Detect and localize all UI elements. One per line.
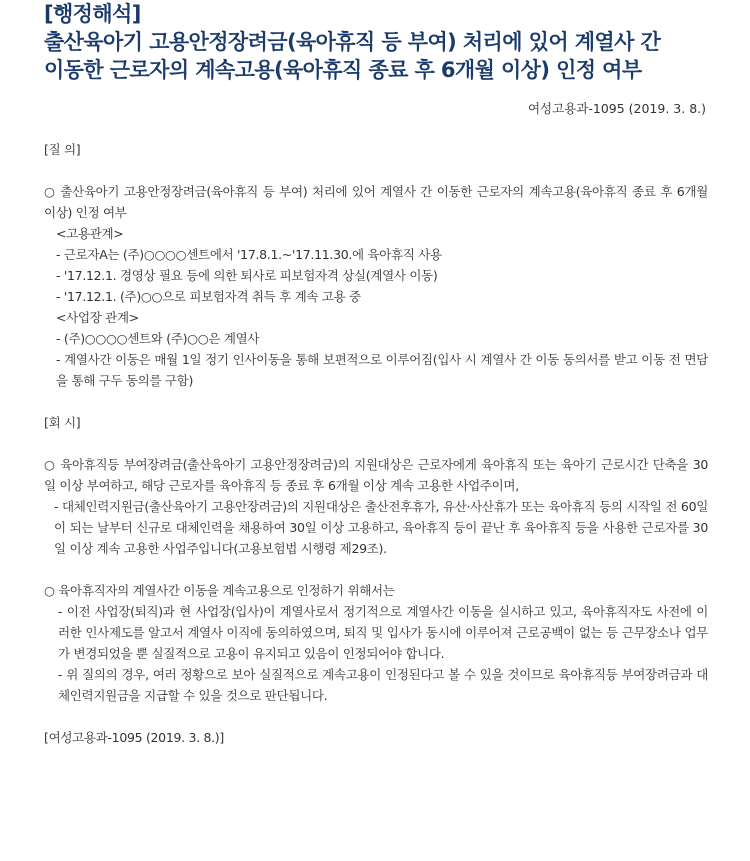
title-line-2: 이동한 근로자의 계속고용(육아휴직 종료 후 6개월 이상) 인정 여부 — [44, 58, 642, 82]
document-title — [44, 0, 724, 84]
employment-heading: <고용관계> — [56, 226, 124, 241]
answer-heading: [회 시] — [44, 415, 81, 430]
answer-paragraph-2-sub-1: - 이전 사업장(퇴직)과 현 사업장(입사)이 계열사로서 정기적으로 계열사간 이동을 실시하고 있고, 육아휴직자도 사전에 이러한 인사제도를 알고서 계열사 이직에 동의하였으며, 퇴직 및 입사가 동시에 이루어져 근로공백이 없는 등 근무장소나 업무가 변경되었을 뿐 실질적으로 고용이 유지되고 있음이 인정되어야 합니다. — [58, 604, 708, 661]
answer-paragraph-2: ○ 육아휴직자의 계열사간 이동을 계속고용으로 인정하기 위해서는 — [44, 583, 395, 598]
workplace-item: - (주)○○○○센트와 (주)○○은 계열사 — [56, 331, 260, 346]
workplace-item: - 계열사간 이동은 매월 1일 정기 인사이동을 통해 보편적으로 이루어짐(입사 시 계열사 간 이동 동의서를 받고 이동 전 면담을 통해 구두 동의를 구함) — [56, 352, 708, 388]
employment-item: - '17.12.1. (주)○○으로 피보험자격 취득 후 계속 고용 중 — [56, 289, 361, 304]
question-summary: ○ 출산육아기 고용안정장려금(육아휴직 등 부여) 처리에 있어 계열사 간 이동한 근로자의 계속고용(육아휴직 종료 후 6개월 이상) 인정 여부 — [44, 184, 708, 220]
answer-paragraph-1-sub: - 대체인력지원금(출산육아기 고용안장려금)의 지원대상은 출산전후휴가, 유산·사산휴가 또는 육아휴직 등의 시작일 전 60일이 되는 날부터 신규로 대체인력을 채용하여 30일 이상 고용하고, 육아휴직 등이 끝난 후 육아휴직 등을 사용한 근로자를 30일 이상 계속 고용한 사업주입니다(고용보험법 시행령 제29조). — [54, 499, 708, 556]
workplace-heading: <사업장 관계> — [56, 310, 139, 325]
employment-item: - '17.12.1. 경영상 필요 등에 의한 퇴사로 피보험자격 상실(계열사 이동) — [56, 268, 438, 283]
title-tag: [행정해석] — [44, 2, 141, 26]
title-line-1: 출산육아기 고용안정장려금(육아휴직 등 부여) 처리에 있어 계열사 간 — [44, 30, 661, 54]
reference-number: 여성고용과-1095 (2019. 3. 8.) — [527, 101, 706, 116]
document-body — [44, 139, 708, 748]
answer-paragraph-2-sub-2: - 위 질의의 경우, 여러 정황으로 보아 실질적으로 계속고용이 인정된다고 볼 수 있을 것이므로 육아휴직등 부여장려금과 대체인력지원금을 지급할 수 있을 것으로 판단됩니다. — [58, 667, 708, 703]
employment-item: - 근로자A는 (주)○○○○센트에서 '17.8.1.~'17.11.30.에 육아휴직 사용 — [56, 247, 442, 262]
footer-citation: [여성고용과-1095 (2019. 3. 8.)] — [44, 730, 224, 745]
answer-paragraph-1: ○ 육아휴직등 부여장려금(출산육아기 고용안정장려금)의 지원대상은 근로자에게 육아휴직 또는 육아기 근로시간 단축을 30일 이상 부여하고, 해당 근로자를 육아휴직 등 종료 후 6개월 이상 계속 고용한 사업주이며, — [44, 457, 708, 493]
question-heading: [질 의] — [44, 142, 81, 157]
